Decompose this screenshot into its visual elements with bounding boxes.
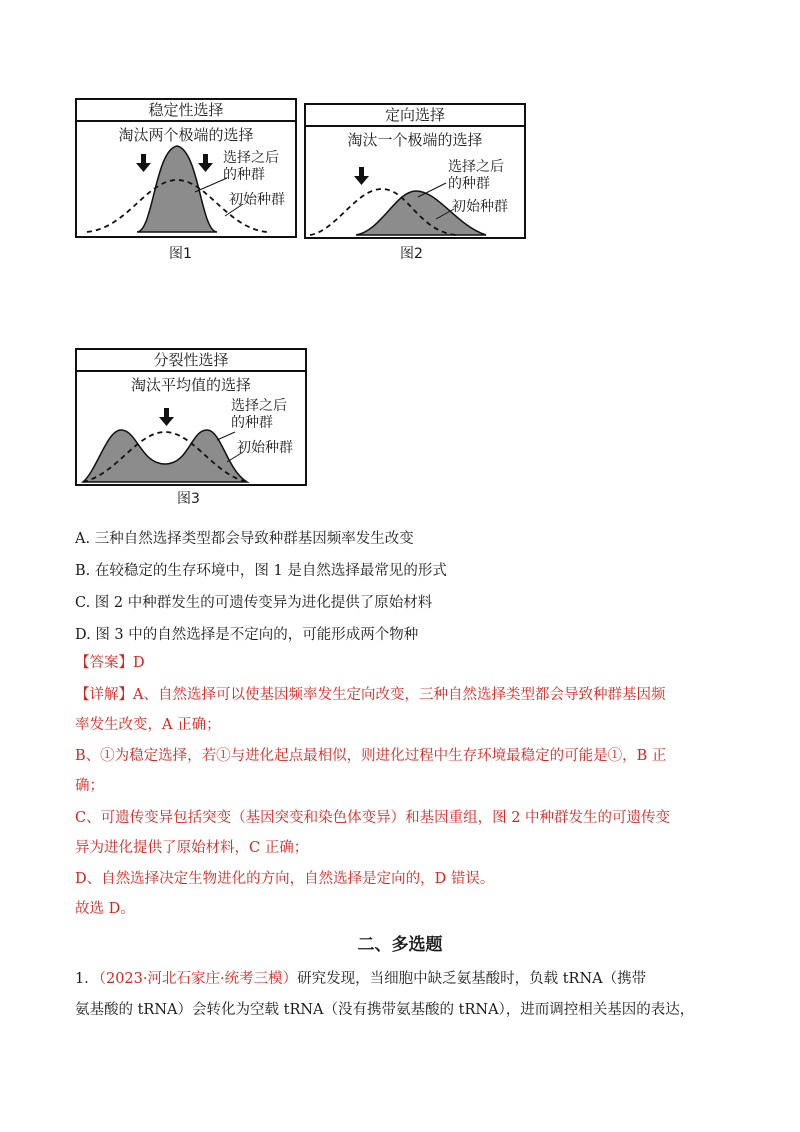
answer-line: 【答案】D — [75, 655, 145, 671]
option-c: C. 图 2 中种群发生的可遗传变异为进化提供了原始材料 — [75, 595, 433, 611]
question-source: （2023·河北石家庄·统考三模） — [98, 971, 298, 987]
detail-line-2: 率发生改变，A 正确； — [75, 717, 221, 733]
fig3-label-initial: 初始种群 — [237, 440, 293, 456]
question-1-line-2: 氨基酸的 tRNA）会转化为空载 tRNA（没有携带氨基酸的 tRNA），进而调控相关基因的表达， — [75, 1002, 695, 1018]
option-a: A. 三种自然选择类型都会导致种群基因频率发生改变 — [75, 531, 414, 547]
fig1-label-after-1: 选择之后 — [223, 150, 279, 166]
fig2-label-after-2: 的种群 — [448, 176, 490, 192]
question-1-line-1 — [75, 967, 646, 988]
figure-2-caption: 图2 — [400, 246, 423, 262]
detail-line-5: C、可遗传变异包括突变（基因突变和染色体变异）和基因重组，图 2 中种群发生的可遗传变 — [75, 810, 671, 826]
figure-3-subtitle: 淘汰平均值的选择 — [130, 376, 251, 394]
fig2-leader-after — [418, 183, 446, 197]
fig2-label-after-1: 选择之后 — [448, 159, 504, 175]
fig3-label-after-2: 的种群 — [231, 415, 273, 431]
figure-3 — [75, 348, 307, 508]
section-heading: 二、多选题 — [357, 935, 443, 955]
fig3-leader-after — [217, 432, 235, 440]
option-d: D. 图 3 中的自然选择是不定向的，可能形成两个物种 — [75, 627, 419, 643]
fig2-label-initial: 初始种群 — [452, 199, 508, 215]
detail-line-6: 异为进化提供了原始材料，C 正确； — [75, 840, 309, 856]
figure-2-title: 定向选择 — [306, 105, 524, 127]
figure-1-frame — [75, 98, 297, 238]
question-number: 1． — [75, 971, 99, 987]
figure-1-subtitle: 淘汰两个极端的选择 — [118, 126, 254, 144]
detail-line-8: 故选 D。 — [75, 901, 135, 917]
figure-1-title: 稳定性选择 — [77, 100, 295, 122]
figure-2-subtitle: 淘汰一个极端的选择 — [347, 131, 483, 149]
fig3-label-after-1: 选择之后 — [231, 398, 287, 414]
fig1-label-initial: 初始种群 — [229, 192, 285, 208]
question-text-1: 研究发现，当细胞中缺乏氨基酸时，负载 tRNA（携带 — [297, 971, 647, 987]
detail-line-3: B、①为稳定选择，若①与进化起点最相似，则进化过程中生存环境最稳定的可能是①，B 正 — [75, 748, 667, 764]
detail-line-4: 确； — [75, 778, 104, 794]
down-arrow-icon — [159, 408, 174, 426]
detail-line-7: D、自然选择决定生物进化的方向，自然选择是定向的，D 错误。 — [75, 871, 495, 887]
down-arrow-icon — [136, 154, 151, 172]
down-arrow-icon — [354, 167, 369, 185]
figure-1-caption: 图1 — [169, 246, 192, 262]
figure-3-caption: 图3 — [177, 491, 200, 507]
figure-3-title: 分裂性选择 — [77, 350, 305, 372]
detail-line-1: 【详解】A、自然选择可以使基因频率发生定向改变，三种自然选择类型都会导致种群基因频 — [75, 687, 666, 703]
down-arrow-icon — [198, 154, 213, 172]
option-b: B. 在较稳定的生存环境中，图 1 是自然选择最常见的形式 — [75, 563, 447, 579]
figure-2 — [304, 103, 526, 268]
figure-1 — [75, 98, 297, 268]
fig1-label-after-2: 的种群 — [223, 167, 265, 183]
figure-2-frame — [304, 103, 526, 239]
figure-3-frame — [75, 348, 307, 486]
